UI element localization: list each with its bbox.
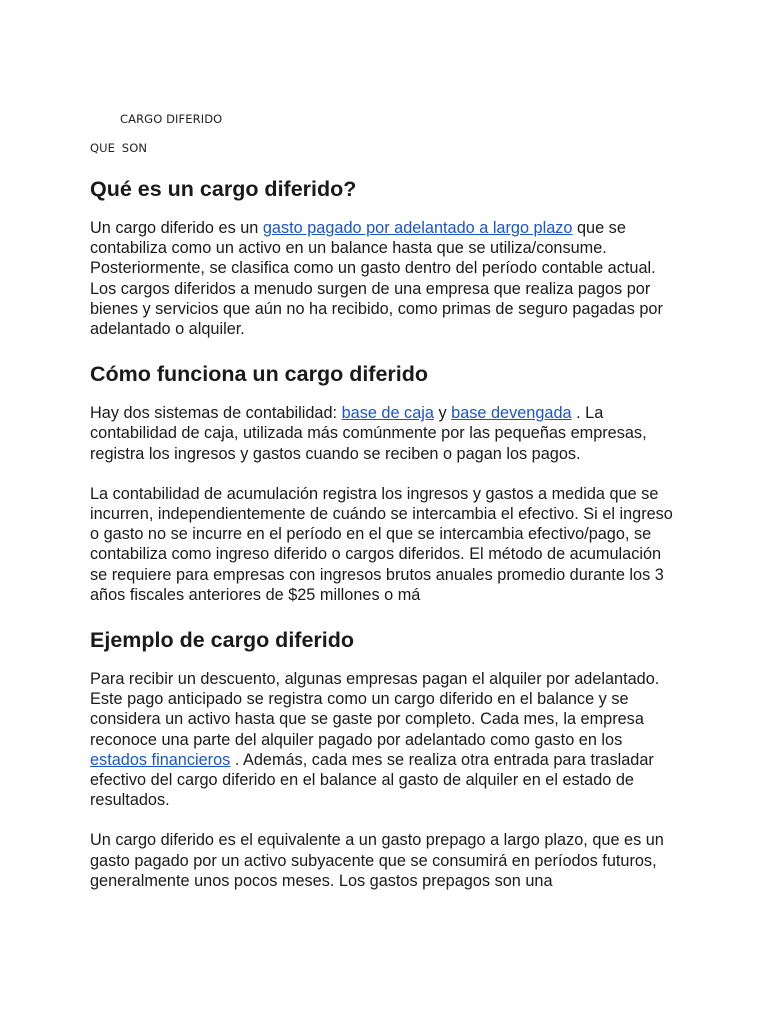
link-estados-financieros[interactable]: estados financieros xyxy=(90,750,231,769)
section-example xyxy=(90,625,680,891)
paragraph-text: Hay dos sistemas de contabilidad: xyxy=(90,404,342,423)
paragraph-text: que se contabiliza como un activo en un balance hasta que se utiliza/consume. Posteriormente, se clasifica como un gasto dentro del período contable actual. Los cargos diferidos a menudo surgen de una empresa que realiza pagos por bienes y servicios que aún no ha recibido, como primas de seguro pagadas por adelantado o alquiler. xyxy=(90,219,663,339)
paragraph-text: y xyxy=(433,404,452,423)
paragraph: Un cargo diferido es el equivalente a un gasto prepago a largo plazo, que es un gasto pagado por un activo subyacente que se consumirá en períodos futuros, generalmente unos pocos meses. Los gastos prepagos son una xyxy=(90,831,664,890)
document-title: CARGO DIFERIDO xyxy=(120,112,223,126)
link-gasto-pagado-por-adelantado[interactable]: gasto pagado por adelantado a largo plazo xyxy=(262,219,573,237)
link-base-de-caja[interactable]: base de caja xyxy=(341,404,434,423)
paragraph-text: Un cargo diferido es un xyxy=(90,219,263,237)
paragraph-text: Para recibir un descuento, algunas empresas pagan el alquiler por adelantado. Este pago anticipado se registra como un cargo diferido en el balance y se considera un activo hasta que se gaste por completo. Cada mes, la empresa reconoce una parte del alquiler pagado por adelantado como gasto en los xyxy=(90,670,660,749)
section-heading: Cómo funciona un cargo diferido xyxy=(90,362,429,387)
paragraph xyxy=(90,669,680,810)
document-subtitle: QUE SON xyxy=(90,141,148,155)
paragraph-text: . Además, cada mes se realiza otra entrada para trasladar efectivo del cargo diferido en el balance al gasto de alquiler en el estado de resultados. xyxy=(90,750,654,810)
section-how-it-works xyxy=(90,359,680,605)
section-heading: Ejemplo de cargo diferido xyxy=(90,628,355,653)
section-what-is xyxy=(90,174,680,339)
paragraph-text: . La contabilidad de caja, utilizada más comúnmente por las pequeñas empresas, registra los ingresos y gastos cuando se reciben o pagan los pagos. xyxy=(90,404,647,463)
link-base-devengada[interactable]: base devengada xyxy=(451,404,572,423)
paragraph: La contabilidad de acumulación registra los ingresos y gastos a medida que se incurren, independientemente de cuándo se intercambia el efectivo. Si el ingreso o gasto no se incurre en el período en el que se intercambia efectivo/pago, se contabiliza como ingreso diferido o cargos diferidos. El método de acumulación se requiere para empresas con ingresos brutos anuales promedio durante los 3 años fiscales anteriores de $25 millones o má xyxy=(90,484,673,604)
paragraph xyxy=(90,218,680,339)
section-heading: Qué es un cargo diferido? xyxy=(90,177,357,201)
article-content xyxy=(90,174,680,911)
paragraph xyxy=(90,403,680,464)
